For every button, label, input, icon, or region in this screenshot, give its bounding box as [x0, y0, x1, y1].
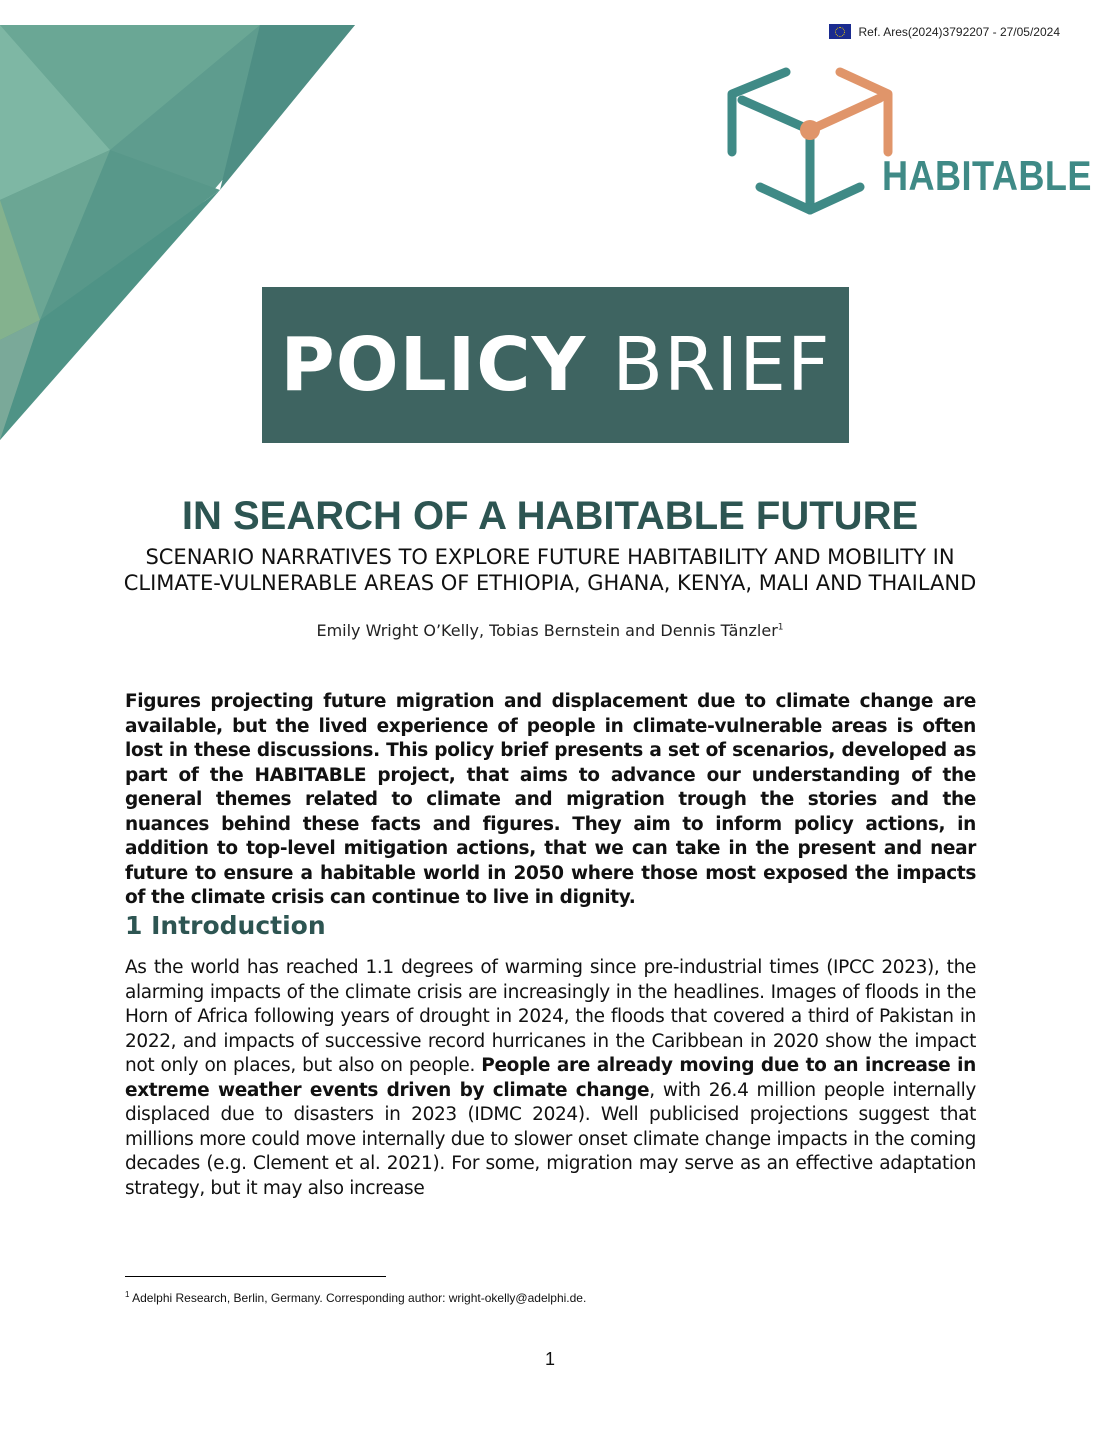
subtitle-line-1: SCENARIO NARRATIVES TO EXPLORE FUTURE HABITABILITY AND MOBILITY IN: [145, 545, 955, 569]
introduction-paragraph: [125, 956, 976, 1201]
banner-word-policy: POLICY: [280, 322, 587, 408]
author-line: [0, 621, 1100, 640]
reference-stamp: [829, 24, 1060, 39]
author-footnote-mark: 1: [777, 622, 784, 633]
banner-word-brief: BRIEF: [612, 322, 831, 408]
footnote-divider: [125, 1276, 386, 1277]
document-title: IN SEARCH OF A HABITABLE FUTURE: [181, 494, 919, 538]
intro-bold-statement: People are already moving due to an increase in extreme weather events driven by climate change: [125, 1055, 976, 1101]
abstract-paragraph: Figures projecting future migration and displacement due to climate change are available, but the lived experience of people in climate-vulnerable areas is often lost in these discussions. This policy brief presents a set of scenarios, developed as part of the HABITABLE project, that aims to advance our understanding of the general themes related to climate and migration trough the stories and the nuances behind these facts and figures. They aim to inform policy actions, in addition to top-level mitigation actions, that we can take in the present and near future to ensure a habitable world in 2050 where those most exposed the impacts of the climate crisis can continue to live in dignity.: [125, 691, 976, 908]
document-subtitle: [100, 544, 1000, 596]
logo-wordmark: HABITABLE: [882, 152, 1092, 199]
eu-flag-icon: [829, 24, 851, 39]
habitable-cube-icon: [720, 62, 1065, 232]
subtitle-line-2: CLIMATE-VULNERABLE AREAS OF ETHIOPIA, GHANA, KENYA, MALI AND THAILAND: [123, 571, 977, 595]
page-number: 1: [544, 1349, 555, 1369]
section-heading-introduction: 1 Introduction: [125, 911, 326, 940]
authors-text: Emily Wright O’Kelly, Tobias Bernstein and Dennis Tänzler: [316, 621, 778, 640]
intro-text-part-1: As the world has reached 1.1 degrees of warming since pre-industrial times (IPCC 2023), the alarming impacts of the climate crisis are increasingly in the headlines. Images of floods in the Horn of Africa following years of drought in 2024, the floods that covered a third of Pakistan in 2022, and impacts of successive record hurricanes in the Caribbean in 2020 show the impact not only on places, but also on people.: [125, 957, 976, 1076]
policy-brief-banner: [262, 287, 849, 443]
reference-text: Ref. Ares(2024)3792207 - 27/05/2024: [858, 24, 1060, 39]
banner-text: [280, 322, 830, 408]
footnote-mark: 1: [125, 1290, 130, 1299]
footnote: [125, 1290, 586, 1305]
footnote-text: Adelphi Research, Berlin, Germany. Corresponding author: wright-okelly@adelphi.de.: [129, 1291, 587, 1305]
intro-text-part-2: , with 26.4 million people internally displaced due to disasters in 2023 (IDMC 2024). Well publicised projections suggest that millions more could move internally due to slower onset climate change impacts in the coming decades (e.g. Clement et al. 2021). For some, migration may serve as an effective adaptation strategy, but it may also increase: [125, 1079, 976, 1199]
